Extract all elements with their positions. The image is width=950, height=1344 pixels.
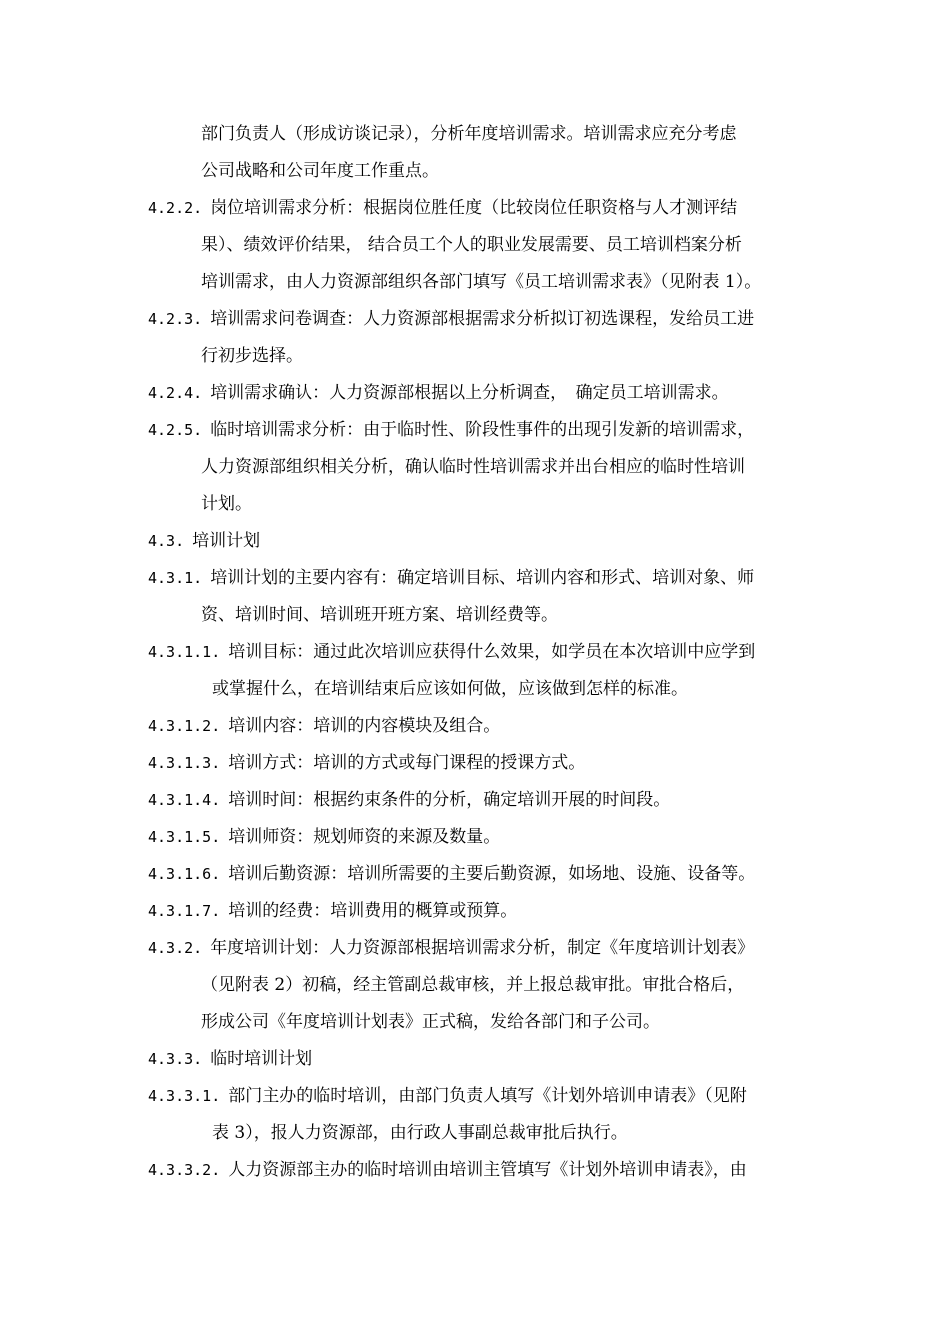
clause-number: 4.3.1.6. (148, 865, 221, 883)
clause-4-3-3 (148, 1047, 312, 1071)
clause-4-3-1-4 (148, 788, 670, 812)
clause-4-3-1-6 (148, 862, 755, 886)
clause-text: 培训时间：根据约束条件的分析，确定培训开展的时间段。 (228, 790, 671, 810)
clause-text: 培训需求确认：人力资源部根据以上分析调查， 确定员工培训需求。 (210, 383, 729, 403)
text-line (201, 973, 744, 997)
line-text: 表 3），报人力资源部，由行政人事副总裁审批后执行。 (212, 1123, 628, 1143)
clause-4-3-1 (148, 566, 754, 590)
line-text: 部门负责人（形成访谈记录），分析年度培训需求。培训需求应充分考虑 (201, 124, 737, 144)
clause-number: 4.3.1.1. (148, 643, 221, 661)
clause-number: 4.3.3.2. (148, 1161, 221, 1179)
line-text: 资、培训时间、培训班开班方案、培训经费等。 (201, 605, 558, 625)
clause-4-3-3-1 (148, 1084, 747, 1108)
text-line (212, 677, 688, 701)
line-text: 培训需求，由人力资源部组织各部门填写《员工培训需求表》（见附表 1）。 (201, 272, 762, 292)
clause-number: 4.2.5. (148, 421, 203, 439)
clause-4-3-1-2 (148, 714, 500, 738)
clause-number: 4.3.3.1. (148, 1087, 221, 1105)
clause-text: 部门主办的临时培训，由部门负责人填写《计划外培训申请表》（见附 (228, 1086, 747, 1106)
clause-4-3-2 (148, 936, 754, 960)
clause-number: 4.2.4. (148, 384, 203, 402)
line-text: 形成公司《年度培训计划表》正式稿，发给各部门和子公司。 (201, 1012, 660, 1032)
clause-4-2-2 (148, 196, 737, 220)
clause-4-3-3-2 (148, 1158, 747, 1182)
clause-number: 4.3.1. (148, 569, 203, 587)
clause-number: 4.3.3. (148, 1050, 203, 1068)
line-text: 公司战略和公司年度工作重点。 (201, 161, 439, 181)
section-4-3-heading (148, 529, 260, 553)
clause-4-3-1-5 (148, 825, 500, 849)
clause-4-2-3 (148, 307, 754, 331)
text-line (201, 492, 252, 516)
clause-text: 培训目标：通过此次培训应获得什么效果，如学员在本次培训中应学到 (228, 642, 756, 662)
clause-text: 培训计划的主要内容有：确定培训目标、培训内容和形式、培训对象、师 (210, 568, 755, 588)
clause-number: 4.2.2. (148, 199, 203, 217)
line-text: （见附表 2）初稿，经主管副总裁审核，并上报总裁审批。审批合格后， (201, 975, 745, 995)
clause-text: 培训方式：培训的方式或每门课程的授课方式。 (228, 753, 586, 773)
clause-number: 4.3.1.5. (148, 828, 221, 846)
clause-text: 临时培训计划 (210, 1049, 313, 1069)
text-line (201, 1010, 660, 1034)
text-line (201, 344, 303, 368)
clause-number: 4.2.3. (148, 310, 203, 328)
clause-number: 4.3.1.7. (148, 902, 221, 920)
clause-text: 培训需求问卷调查：人力资源部根据需求分析拟订初选课程，发给员工进 (210, 309, 755, 329)
line-text: 行初步选择。 (201, 346, 303, 366)
clause-text: 培训师资：规划师资的来源及数量。 (228, 827, 501, 847)
clause-text: 岗位培训需求分析：根据岗位胜任度（比较岗位任职资格与人才测评结 (210, 198, 738, 218)
clause-text: 临时培训需求分析：由于临时性、阶段性事件的出现引发新的培训需求， (210, 420, 755, 440)
text-line (201, 270, 761, 294)
clause-number: 4.3.1.3. (148, 754, 221, 772)
section-number: 4.3. (148, 532, 185, 550)
text-line (201, 159, 439, 183)
clause-4-3-1-3 (148, 751, 585, 775)
text-line (201, 455, 745, 479)
line-text: 计划。 (201, 494, 252, 514)
line-text: 果）、绩效评价结果， 结合员工个人的职业发展需要、员工培训档案分析 (201, 235, 742, 255)
clause-number: 4.3.1.2. (148, 717, 221, 735)
clause-text: 年度培训计划：人力资源部根据培训需求分析，制定《年度培训计划表》 (210, 938, 755, 958)
clause-4-2-5 (148, 418, 754, 442)
clause-4-3-1-1 (148, 640, 755, 664)
clause-text: 培训内容：培训的内容模块及组合。 (228, 716, 501, 736)
clause-text: 培训的经费：培训费用的概算或预算。 (228, 901, 518, 921)
text-line (201, 122, 737, 146)
section-title: 培训计划 (192, 531, 261, 551)
clause-text: 培训后勤资源：培训所需要的主要后勤资源，如场地、设施、设备等。 (228, 864, 756, 884)
line-text: 人力资源部组织相关分析，确认临时性培训需求并出台相应的临时性培训 (201, 457, 745, 477)
clause-number: 4.3.1.4. (148, 791, 221, 809)
text-line (212, 1121, 628, 1145)
text-line (201, 233, 742, 257)
clause-4-3-1-7 (148, 899, 517, 923)
clause-4-2-4 (148, 381, 729, 405)
clause-text: 人力资源部主办的临时培训由培训主管填写《计划外培训申请表》，由 (228, 1160, 747, 1180)
line-text: 或掌握什么，在培训结束后应该如何做，应该做到怎样的标准。 (212, 679, 688, 699)
text-line (201, 603, 558, 627)
clause-number: 4.3.2. (148, 939, 203, 957)
